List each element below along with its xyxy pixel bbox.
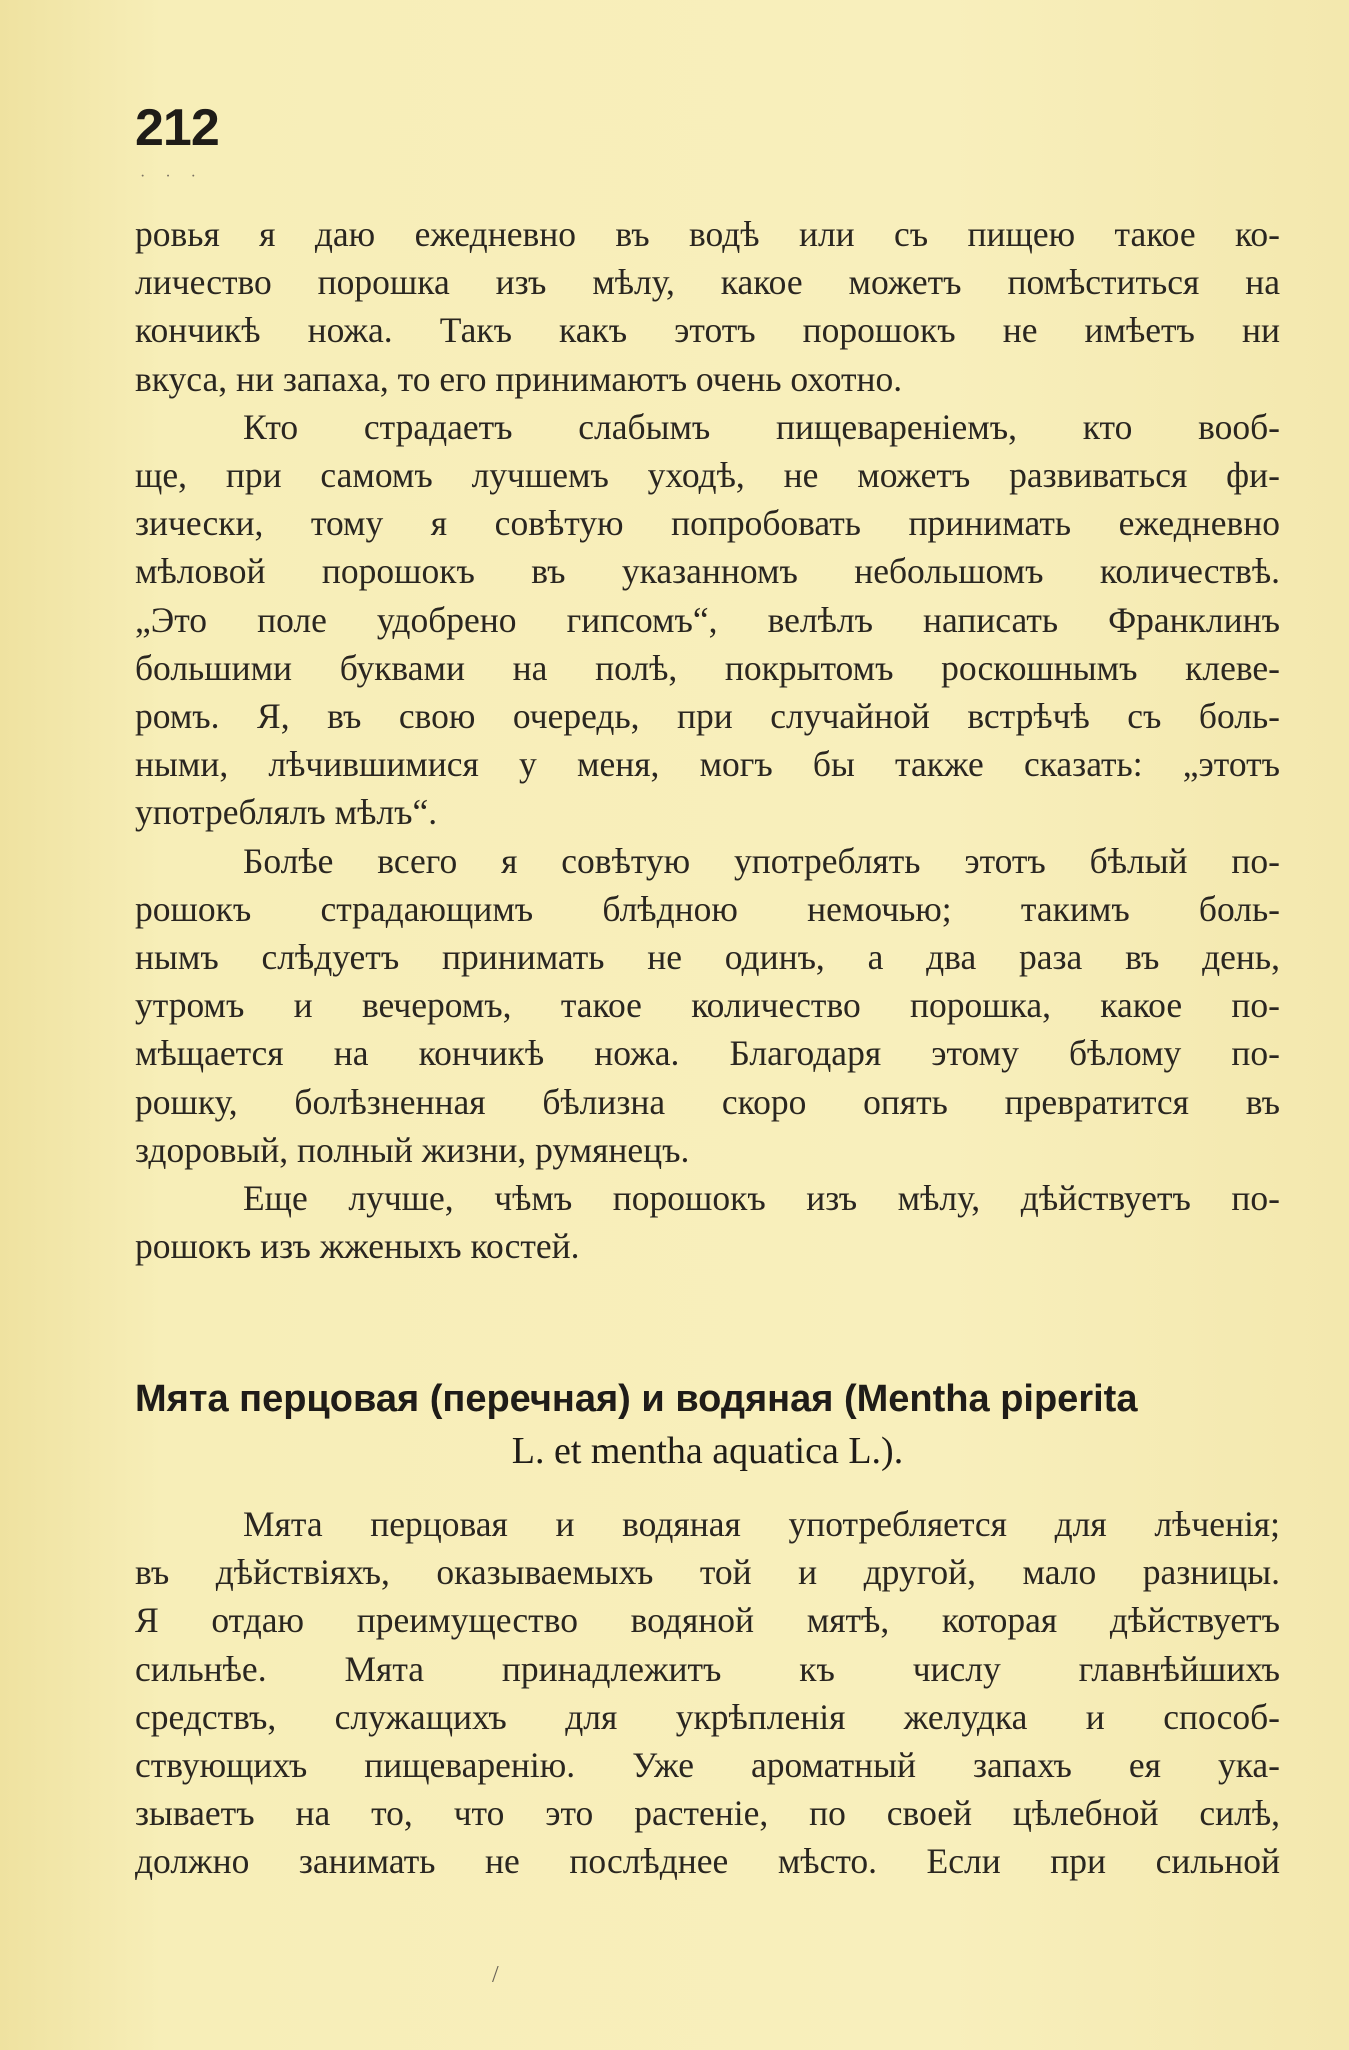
text-line: здоровый, полный жизни, румянецъ. xyxy=(135,1129,690,1170)
text-line: зически, тому я совѣтую попробовать принимать ежедневно xyxy=(135,503,1280,544)
text-line: должно занимать не послѣднее мѣсто. Если при сильной xyxy=(135,1841,1280,1882)
text-line: Болѣе всего я совѣтую употреблять этотъ бѣлый по- xyxy=(243,840,1280,881)
page-number: 212 xyxy=(135,99,219,157)
text-line: ще, при самомъ лучшемъ уходѣ, не можетъ развиваться фи- xyxy=(135,455,1280,496)
print-specks: · · · xyxy=(140,168,204,185)
text-line: утромъ и вечеромъ, такое количество порошка, какое по- xyxy=(135,985,1280,1026)
text-line: мѣловой порошокъ въ указанномъ небольшомъ количествѣ. xyxy=(135,551,1280,592)
text-line: ствующихъ пищеваренію. Уже ароматный запахъ ея ука- xyxy=(135,1745,1280,1786)
text-line: Еще лучше, чѣмъ порошокъ изъ мѣлу, дѣйствуетъ по- xyxy=(243,1178,1280,1219)
text-line: личество порошка изъ мѣлу, какое можетъ помѣститься на xyxy=(135,262,1280,303)
heading-line-1: Мята перцовая (перечная) и водяная (Mentha piperita xyxy=(135,1378,1138,1420)
text-line: вкуса, ни запаха, то его принимаютъ очень охотно. xyxy=(135,358,903,399)
text-line: мѣщается на кончикѣ ножа. Благодаря этому бѣлому по- xyxy=(135,1033,1280,1074)
text-block-chalk xyxy=(135,210,1280,1270)
text-line: рошку, болѣзненная бѣлизна скоро опять превратится въ xyxy=(135,1081,1280,1122)
text-block-mint xyxy=(135,1500,1280,1886)
text-line: сильнѣе. Мята принадлежитъ къ числу главнѣйшихъ xyxy=(135,1648,1280,1689)
text-line: употреблялъ мѣлъ“. xyxy=(135,792,438,833)
text-line: „Это поле удобрено гипсомъ“, велѣлъ написать Франклинъ xyxy=(135,599,1280,640)
text-line: въ дѣйствіяхъ, оказываемыхъ той и другой, мало разницы. xyxy=(135,1552,1280,1593)
section-heading xyxy=(135,1373,1280,1477)
text-line: нымъ слѣдуетъ принимать не одинъ, а два раза въ день, xyxy=(135,937,1280,978)
text-line: средствъ, служащихъ для укрѣпленія желудка и способ- xyxy=(135,1696,1280,1737)
text-line: рошокъ изъ жженыхъ костей. xyxy=(135,1226,580,1267)
text-line: Мята перцовая и водяная употребляется для лѣченія; xyxy=(243,1504,1280,1544)
text-line: зываетъ на то, что это растеніе, по своей цѣлебной силѣ, xyxy=(135,1793,1280,1834)
text-line: рошокъ страдающимъ блѣдною немочью; такимъ боль- xyxy=(135,888,1280,929)
text-line: ромъ. Я, въ свою очередь, при случайной встрѣчѣ съ боль- xyxy=(135,696,1280,737)
text-line: большими буквами на полѣ, покрытомъ роскошнымъ клеве- xyxy=(135,647,1280,688)
text-line: кончикѣ ножа. Такъ какъ этотъ порошокъ не имѣетъ ни xyxy=(135,310,1280,351)
heading-line-2: L. et mentha aquatica L.). xyxy=(511,1430,904,1472)
text-line: Я отдаю преимущество водяной мятѣ, которая дѣйствуетъ xyxy=(135,1600,1280,1641)
print-speck: / xyxy=(492,1962,499,1988)
text-line: ными, лѣчившимися у меня, могъ бы также сказать: „этотъ xyxy=(135,744,1280,785)
text-line: ровья я даю ежедневно въ водѣ или съ пищею такое ко- xyxy=(135,214,1280,254)
text-line: Кто страдаетъ слабымъ пищевареніемъ, кто вооб- xyxy=(243,406,1280,447)
